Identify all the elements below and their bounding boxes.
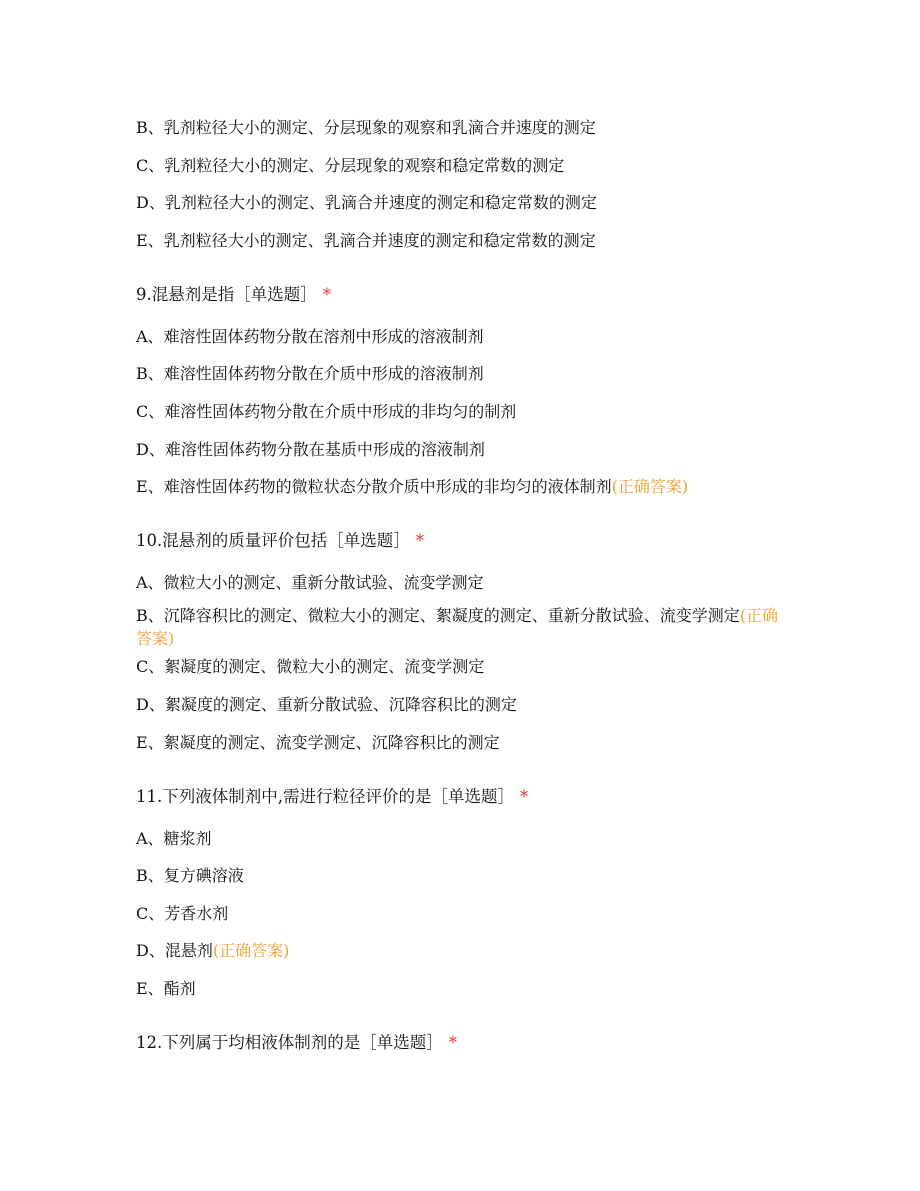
q11-option-c: C、芳香水剂 [136, 904, 229, 923]
question-11-title: 11.下列液体制剂中,需进行粒径评价的是［单选题］ * [136, 787, 529, 806]
q9-option-d: D、难溶性固体药物分散在基质中形成的溶液制剂 [136, 440, 485, 459]
required-mark: * [415, 531, 424, 550]
q11-option-d: D、混悬剂(正确答案) [136, 941, 290, 960]
q8-option-c: C、乳剂粒径大小的测定、分层现象的观察和稳定常数的测定 [136, 156, 565, 175]
q11-option-e: E、酯剂 [136, 979, 196, 998]
q11-option-a: A、糖浆剂 [136, 829, 212, 848]
question-12-title: 12.下列属于均相液体制剂的是［单选题］ * [136, 1033, 457, 1052]
q10-option-d: D、絮凝度的测定、重新分散试验、沉降容积比的测定 [136, 695, 517, 714]
q10-option-a: A、微粒大小的测定、重新分散试验、流变学测定 [136, 573, 484, 592]
q10-option-c: C、絮凝度的测定、微粒大小的测定、流变学测定 [136, 657, 485, 676]
q10-option-e: E、絮凝度的测定、流变学测定、沉降容积比的测定 [136, 733, 500, 752]
correct-answer-tag: (正确答案) [136, 606, 779, 648]
q9-option-b: B、难溶性固体药物分散在介质中形成的溶液制剂 [136, 364, 484, 383]
q8-option-e: E、乳剂粒径大小的测定、乳滴合并速度的测定和稳定常数的测定 [136, 231, 596, 250]
q11-option-b: B、复方碘溶液 [136, 866, 244, 885]
q8-option-d: D、乳剂粒径大小的测定、乳滴合并速度的测定和稳定常数的测定 [136, 193, 597, 212]
required-mark: * [520, 787, 529, 806]
q9-option-c: C、难溶性固体药物分散在介质中形成的非均匀的制剂 [136, 402, 517, 421]
correct-answer-tag: (正确答案) [611, 477, 689, 496]
correct-answer-tag: (正确答案) [212, 941, 290, 960]
required-mark: * [448, 1033, 457, 1052]
question-10-title: 10.混悬剂的质量评价包括［单选题］ * [136, 531, 424, 550]
question-9-title: 9.混悬剂是指［单选题］ * [136, 285, 331, 304]
q9-option-a: A、难溶性固体药物分散在溶剂中形成的溶液制剂 [136, 327, 484, 346]
q10-option-b: B、沉降容积比的测定、微粒大小的测定、絮凝度的测定、重新分散试验、流变学测定(正确答案) [136, 606, 779, 648]
q9-option-e: E、难溶性固体药物的微粒状态分散介质中形成的非均匀的液体制剂(正确答案) [136, 477, 689, 496]
q8-option-b: B、乳剂粒径大小的测定、分层现象的观察和乳滴合并速度的测定 [136, 118, 596, 137]
required-mark: * [322, 285, 331, 304]
